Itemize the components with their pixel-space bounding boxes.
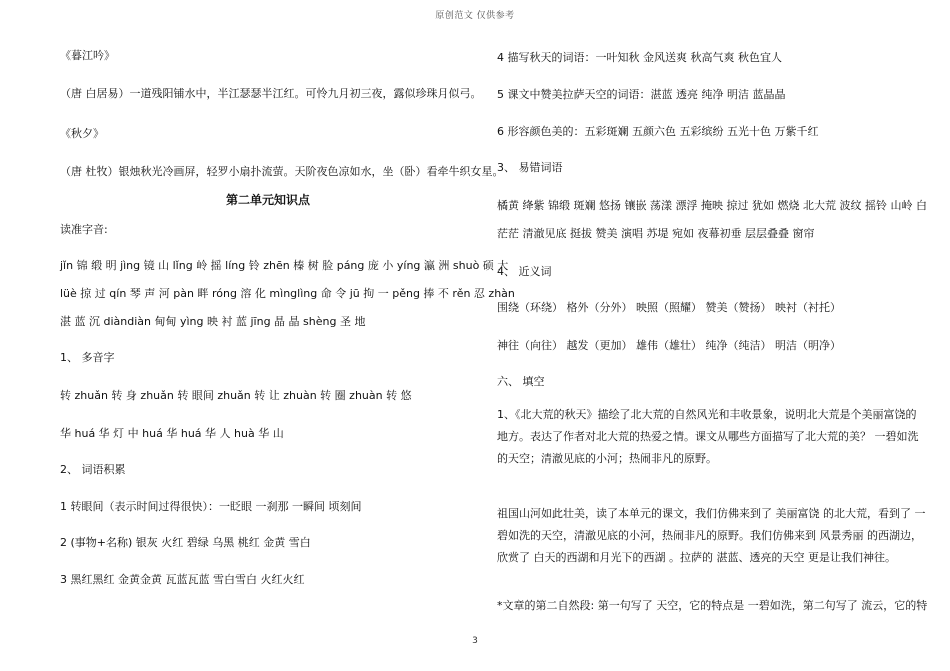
- polyphone-line: 华 huá 华 灯 中 huá 华 huá 华 人 huà 华 山: [60, 427, 284, 440]
- page-number: 3: [472, 636, 478, 646]
- poem-body-qiuxi: （唐 杜牧）银烛秋光冷画屏，轻罗小扇扑流萤。天阶夜色凉如水，坐（卧）看牵牛织女星。: [60, 165, 504, 178]
- section-heading-fill-blanks: 六、 填空: [497, 375, 545, 388]
- fill-blank-paragraph: 1、《北大荒的秋天》描绘了北大荒的自然风光和丰收景象，说明北大荒是个美丽富饶的地方。表达了作者对北大荒的热爱之情。课文从哪些方面描写了北大荒的美？ 一碧如洗的天空；清澈见底的小河；热闹非凡的原野。: [497, 408, 919, 465]
- pronunciation-line: 湛 蓝 沉 diàndiàn 甸甸 yìng 映 衬 蓝 jīng 晶 晶 shèng 圣 地: [60, 315, 366, 328]
- polyphone-line: 转 zhuǎn 转 身 zhuǎn 转 眼间 zhuǎn 转 让 zhuàn 转 圈 zhuàn 转 悠: [60, 389, 412, 402]
- section-heading-synonyms: 4、 近义词: [497, 265, 552, 278]
- vocabulary-item: 5 课文中赞美拉萨天空的词语：湛蓝 透亮 纯净 明洁 蓝晶晶: [497, 88, 786, 101]
- error-prone-words-line: 茫茫 清澈见底 挺拔 赞美 演唱 苏堤 宛如 夜幕初垂 层层叠叠 窗帘: [497, 227, 815, 240]
- section-heading-error-prone-words: 3、 易错词语: [497, 161, 563, 174]
- pronunciation-line: lüè 掠 过 qín 琴 声 河 pàn 畔 róng 溶 化 mìnglìng 命 令 jū 拘 一 pěng 捧 不 rěn 忍 zhàn: [60, 287, 515, 300]
- section-heading-polyphones: 1、 多音字: [60, 351, 115, 364]
- vocabulary-item: 3 黑红黑红 金黄金黄 瓦蓝瓦蓝 雪白雪白 火红火红: [60, 573, 305, 586]
- unit-title: 第二单元知识点: [225, 193, 310, 207]
- synonyms-line: 围绕（环绕） 格外（分外） 映照（照耀） 赞美（赞扬） 映衬（衬托）: [497, 301, 841, 314]
- poem-title-mujiangyin: 《暮江吟》: [60, 49, 115, 62]
- synonyms-line: 神往（向往） 越发（更加） 雄伟（雄壮） 纯净（纯洁） 明洁（明净）: [497, 339, 841, 352]
- page-header: 原创范文 仅供参考: [435, 11, 515, 21]
- poem-title-qiuxi: 《秋夕》: [60, 127, 104, 140]
- note-line: *文章的第二自然段: 第一句写了 天空，它的特点是 一碧如洗，第二句写了 流云，它的特: [497, 599, 928, 612]
- vocabulary-item: 4 描写秋天的词语：一叶知秋 金风送爽 秋高气爽 秋色宜人: [497, 51, 782, 64]
- vocabulary-item: 2 (事物+名称) 银灰 火红 碧绿 乌黑 桃红 金黄 雪白: [60, 536, 311, 549]
- vocabulary-item: 6 形容颜色美的：五彩斑斓 五颜六色 五彩缤纷 五光十色 万紫千红: [497, 125, 819, 138]
- error-prone-words-line: 橘黄 绛紫 锦缎 斑斓 悠扬 镶嵌 荡漾 漂浮 掩映 掠过 犹如 燃烧 北大荒 波纹 摇铃 山岭 白: [497, 199, 927, 212]
- poem-body-mujiangyin: （唐 白居易）一道残阳铺水中，半江瑟瑟半江红。可怜九月初三夜，露似珍珠月似弓。: [60, 87, 482, 100]
- vocabulary-item: 1 转眼间（表示时间过得很快）：一眨眼 一刹那 一瞬间 顷刻间: [60, 500, 362, 513]
- pronunciation-heading: 读准字音:: [60, 223, 108, 236]
- pronunciation-line: jǐn 锦 缎 明 jìng 镜 山 lǐng 岭 摇 líng 铃 zhēn 榛 树 脸 páng 庞 小 yíng 瀛 洲 shuò 硕 大: [60, 259, 509, 272]
- section-heading-vocabulary: 2、 词语积累: [60, 463, 126, 476]
- summary-paragraph: 祖国山河如此壮美，读了本单元的课文，我们仿佛来到了 美丽富饶 的北大荒，看到了 一碧如洗的天空，清澈见底的小河，热闹非凡的原野。我们仿佛来到 风景秀丽 的西湖边，欣赏了 白天的西湖和月光下的西湖 。拉萨的 湛蓝、透亮的天空 更是让我们神往。: [497, 507, 926, 564]
